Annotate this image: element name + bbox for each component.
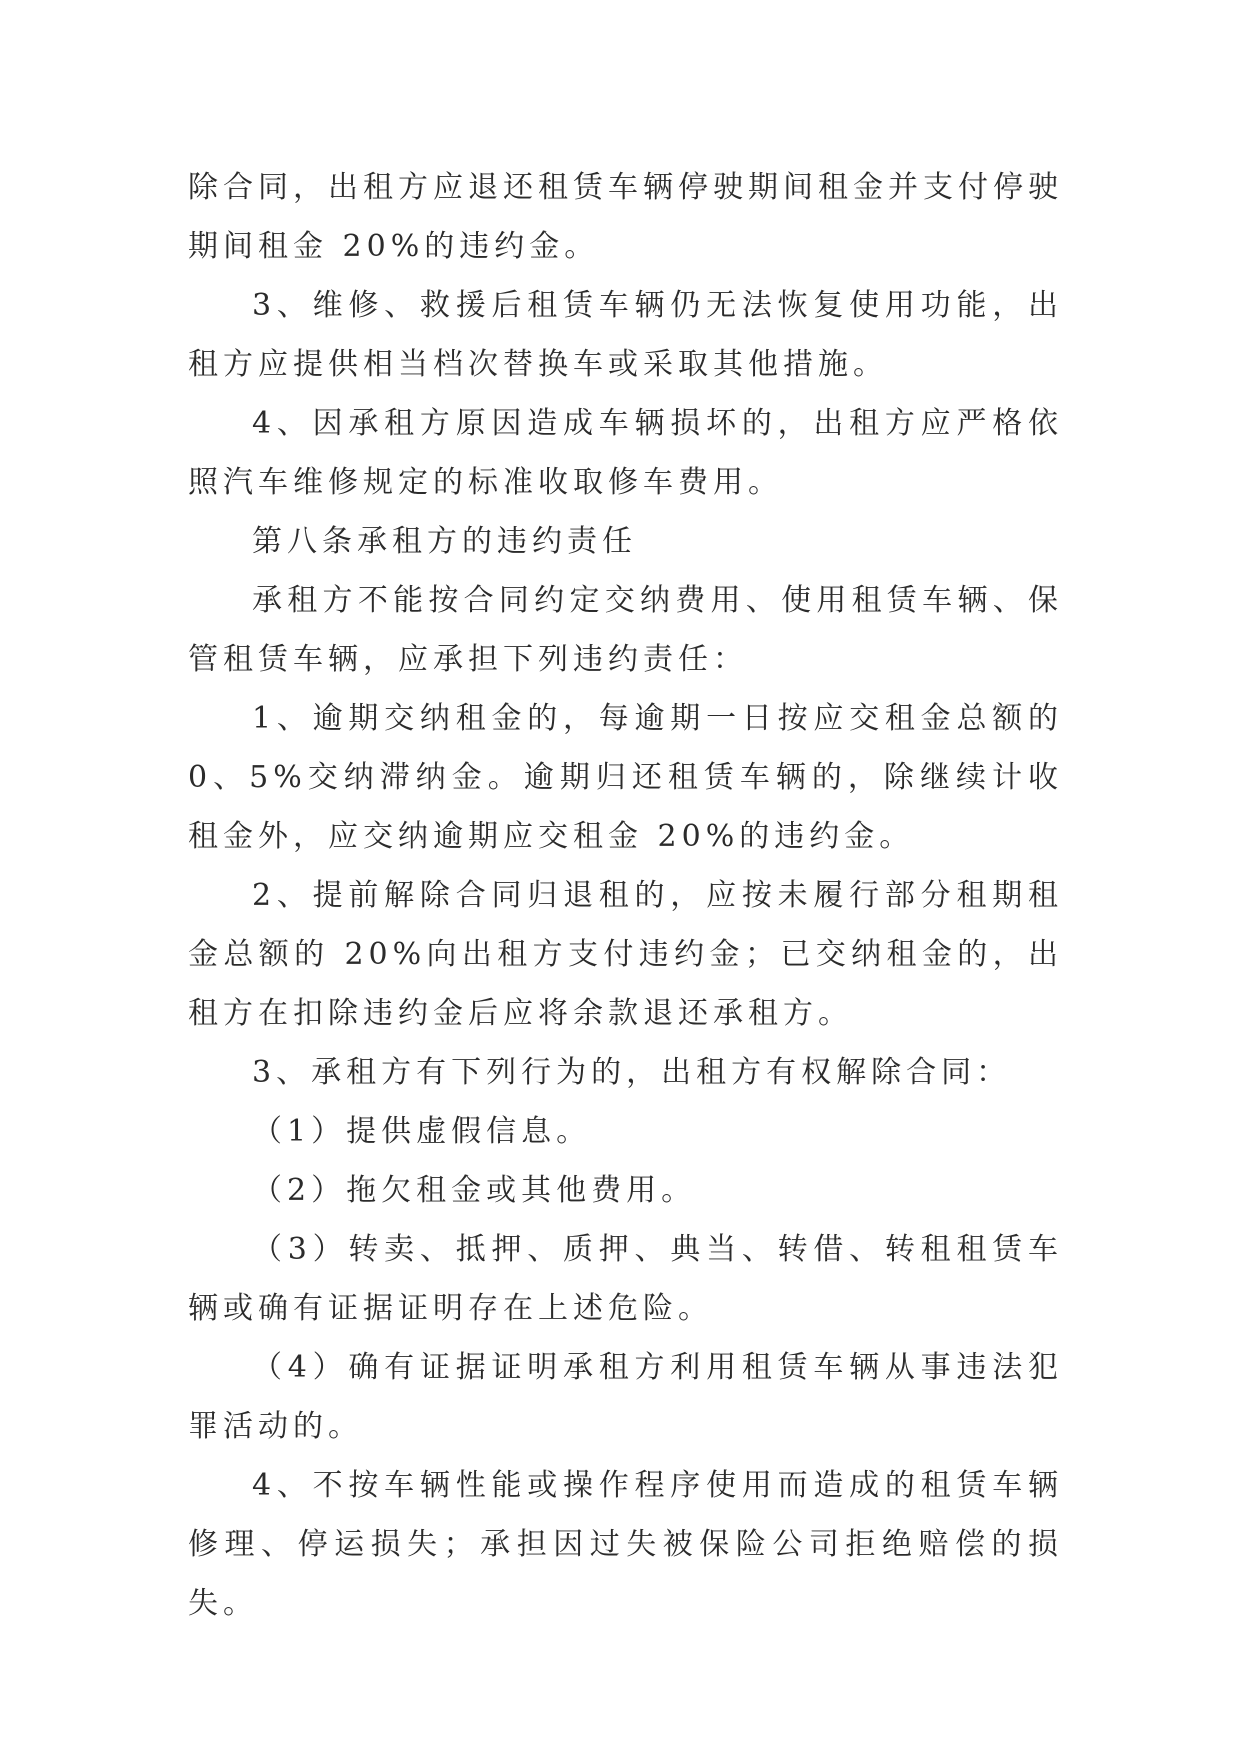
paragraph-item-1-late-payment: 1、逾期交纳租金的，每逾期一日按应交租金总额的 0、5%交纳滞纳金。逾期归还租赁车辆的，除继续计收租金外，应交纳逾期应交租金 20%的违约金。 — [188, 701, 1063, 854]
document-body — [188, 158, 1063, 1633]
subitem-2-arrears: （2）拖欠租金或其他费用。 — [252, 1173, 697, 1208]
paragraph-item-3-termination-rights: 3、承租方有下列行为的，出租方有权解除合同： — [252, 1055, 1012, 1090]
paragraph-item-3-repair: 3、维修、救援后租赁车辆仍无法恢复使用功能，出租方应提供相当档次替换车或采取其他措施。 — [188, 288, 1063, 382]
subitem-4-illegal-use: （4）确有证据证明承租方利用租赁车辆从事违法犯罪活动的。 — [188, 1350, 1063, 1444]
section-heading-article-8: 第八条承租方的违约责任 — [252, 524, 637, 559]
paragraph-item-4-misuse: 4、不按车辆性能或操作程序使用而造成的租赁车辆修理、停运损失；承担因过失被保险公司拒绝赔偿的损失。 — [188, 1468, 1063, 1621]
subitem-1-false-info: （1）提供虚假信息。 — [252, 1114, 592, 1149]
paragraph-item-2-early-termination: 2、提前解除合同归退租的，应按未履行部分租期租金总额的 20%向出租方支付违约金；已交纳租金的，出租方在扣除违约金后应将余款退还承租方。 — [188, 878, 1063, 1031]
paragraph-item-4-damage: 4、因承租方原因造成车辆损坏的，出租方应严格依照汽车维修规定的标准收取修车费用。 — [188, 406, 1063, 500]
paragraph-lessee-obligations: 承租方不能按合同约定交纳费用、使用租赁车辆、保管租赁车辆，应承担下列违约责任： — [188, 583, 1063, 677]
paragraph-continuation: 除合同，出租方应退还租赁车辆停驶期间租金并支付停驶期间租金 20%的违约金。 — [188, 170, 1063, 264]
subitem-3-transfer: （3）转卖、抵押、质押、典当、转借、转租租赁车辆或确有证据证明存在上述危险。 — [188, 1232, 1063, 1326]
